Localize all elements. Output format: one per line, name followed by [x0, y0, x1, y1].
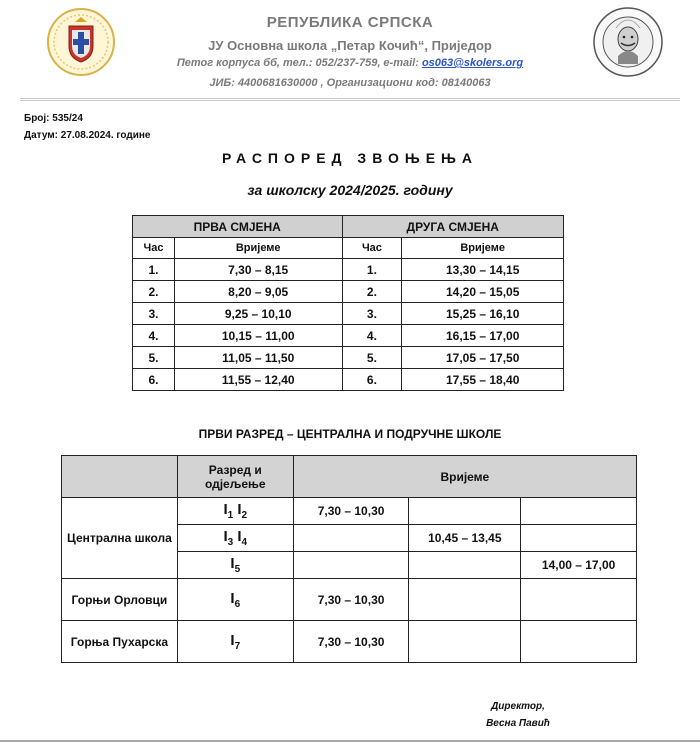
period-number: 4. [342, 325, 402, 347]
time-cell-empty [521, 498, 637, 525]
time-cell: 10,45 – 13,45 [409, 525, 521, 552]
table-row [62, 579, 637, 621]
table-row [62, 621, 637, 663]
period-time: 11,55 – 12,40 [174, 369, 342, 391]
period-number: 5. [133, 347, 175, 369]
time-cell: 7,30 – 10,30 [293, 579, 409, 621]
period-number: 6. [342, 369, 402, 391]
time-cell: 7,30 – 10,30 [293, 621, 409, 663]
header-ids: ЈИБ: 4400681630000 , Организациони код: 08140063 [209, 77, 491, 89]
time-cell-empty [521, 621, 637, 663]
table-row [133, 303, 564, 325]
email-link[interactable]: os063@skolers.org [421, 57, 524, 69]
document-number: Број: 535/24 [24, 113, 83, 124]
coat-of-arms-icon [45, 6, 117, 78]
period-time: 15,25 – 16,10 [402, 303, 564, 325]
period-time: 9,25 – 10,10 [174, 303, 342, 325]
time-cell-empty [409, 621, 521, 663]
table-row [133, 325, 564, 347]
bell-schedule-table [132, 215, 564, 391]
header-republic: РЕПУБЛИКА СРПСКА [266, 14, 434, 31]
table-row [133, 281, 564, 303]
section-title: ПРВИ РАЗРЕД – ЦЕНТРАЛНА И ПОДРУЧНЕ ШКОЛЕ [198, 427, 502, 441]
header-blank-cell [62, 456, 178, 498]
table-row [62, 498, 637, 525]
school-seal-icon [592, 6, 664, 78]
period-time: 8,20 – 9,05 [174, 281, 342, 303]
first-shift-header: ПРВА СМЈЕНА [133, 216, 343, 238]
period-time: 10,15 – 11,00 [174, 325, 342, 347]
time-cell-empty [409, 552, 521, 579]
period-number: 2. [133, 281, 175, 303]
period-time: 11,05 – 11,50 [174, 347, 342, 369]
table-header-row [133, 216, 564, 238]
header-school-name: ЈУ Основна школа „Петар Кочић“, Приједор [208, 38, 492, 53]
table-row [133, 259, 564, 281]
period-number: 6. [133, 369, 175, 391]
period-number: 1. [342, 259, 402, 281]
header-divider [20, 98, 680, 99]
period-number: 3. [133, 303, 175, 325]
period-time: 17,55 – 18,40 [402, 369, 564, 391]
school-name: Централна школа [62, 498, 178, 579]
period-number: 5. [342, 347, 402, 369]
table-row [133, 347, 564, 369]
period-time: 14,20 – 15,05 [402, 281, 564, 303]
col-period-1: Час [133, 238, 175, 259]
period-time: 17,05 – 17,50 [402, 347, 564, 369]
table-row [133, 369, 564, 391]
header-address: Петог корпуса бб, тел.: 052/237-759, e-mail: [176, 57, 422, 69]
col-time-1: Вријеме [174, 238, 342, 259]
class-label: $I_3$ $I_4$ [177, 525, 293, 552]
time-cell-empty [521, 525, 637, 552]
school-name: Горњи Орловци [62, 579, 178, 621]
signature-role: Директор, [491, 701, 545, 712]
col-time-2: Вријеме [402, 238, 564, 259]
class-label: $I_7$ [177, 621, 293, 663]
time-cell-empty [409, 498, 521, 525]
header-contact [150, 57, 550, 69]
page-subtitle: за школску 2024/2025. годину [247, 182, 453, 198]
table-subheader-row [133, 238, 564, 259]
signature-name: Весна Павић [486, 718, 550, 729]
second-shift-header: ДРУГА СМЈЕНА [342, 216, 564, 238]
time-cell-empty [521, 579, 637, 621]
period-number: 1. [133, 259, 175, 281]
col-period-2: Час [342, 238, 402, 259]
period-time: 13,30 – 14,15 [402, 259, 564, 281]
time-cell-empty [293, 525, 409, 552]
period-time: 7,30 – 8,15 [174, 259, 342, 281]
time-cell: 14,00 – 17,00 [521, 552, 637, 579]
time-cell: 7,30 – 10,30 [293, 498, 409, 525]
school-name: Горња Пухарска [62, 621, 178, 663]
document-date: Датум: 27.08.2024. године [24, 130, 151, 141]
period-number: 3. [342, 303, 402, 325]
period-time: 16,15 – 17,00 [402, 325, 564, 347]
class-label: $I_6$ [177, 579, 293, 621]
table-header-row [62, 456, 637, 498]
time-cell-empty [293, 552, 409, 579]
col-class: Разред и одјељење [177, 456, 293, 498]
time-cell-empty [409, 579, 521, 621]
col-time: Вријеме [293, 456, 636, 498]
class-label: $I_1$ $I_2$ [177, 498, 293, 525]
page-title: РАСПОРЕД ЗВОЊЕЊА [221, 150, 479, 166]
period-number: 4. [133, 325, 175, 347]
header-divider-2 [20, 100, 680, 101]
class-label: $I_5$ [177, 552, 293, 579]
first-grade-table [61, 455, 637, 663]
period-number: 2. [342, 281, 402, 303]
